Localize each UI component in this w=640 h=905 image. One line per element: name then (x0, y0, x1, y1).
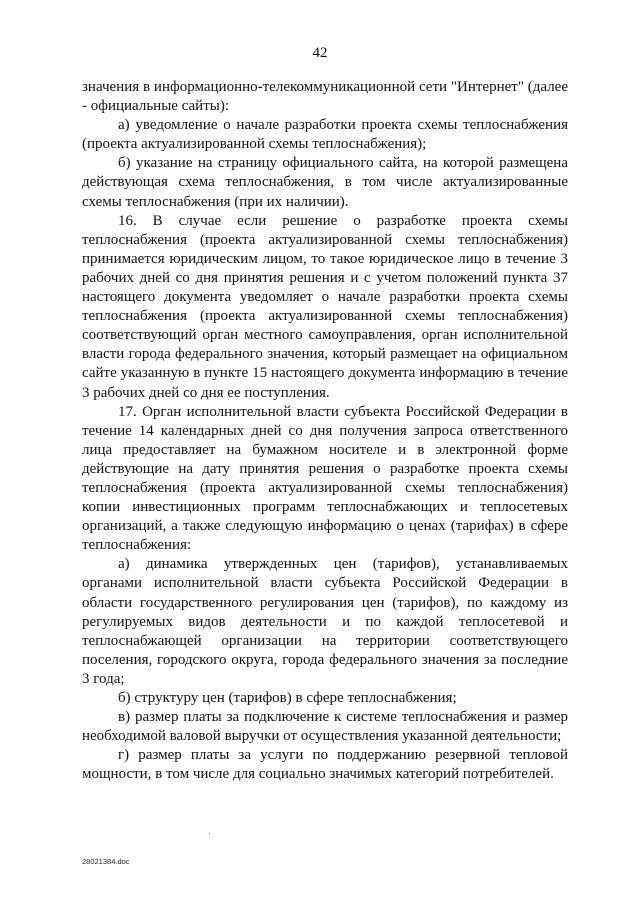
paragraph-item-g-reserve-capacity: г) размер платы за услуги по поддержанию резервной тепловой мощности, в том числе для социально значимых категорий потребителей. (82, 747, 568, 783)
paragraph-clause-16: 16. В случае если решение о разработке проекта схемы теплоснабжения (проекта актуализированной схемы теплоснабжения) принимается юридическим лицом, то такое юридическое лицо в течение 3 рабочих дней со дня принятия решения и с учетом положений пункта 37 настоящего документа уведомляет о начале разработки проекта схемы теплоснабжения (проекта актуализированной схемы теплоснабжения) соответствующий орган местного самоуправления, орган исполнительной власти города федерального значения, который размещает на официальном сайте указанную в пункте 15 настоящего документа информацию в течение 3 рабочих дней со дня ее поступления. (82, 212, 568, 401)
paragraph-item-a-notice: а) уведомление о начале разработки проекта схемы теплоснабжения (проекта актуализированной схемы теплоснабжения); (82, 117, 568, 153)
paragraph-clause-17: 17. Орган исполнительной власти субъекта Российской Федерации в течение 14 календарных дней со дня получения запроса ответственного лица предоставляет на бумажном носителе и в электронной форме действующие на дату принятия решения о разработке проекта схемы теплоснабжения (проекта актуализированной схемы теплоснабжения) копии инвестиционных программ теплоснабжающих и теплосетевых организаций, а также следующую информацию о ценах (тарифах) в сфере теплоснабжения: (82, 403, 568, 554)
paragraph-intro-continuation: значения в информационно-телекоммуникационной сети "Интернет" (далее - официальные сайты): (82, 79, 568, 115)
paragraph-item-b-structure: б) структуру цен (тарифов) в сфере теплоснабжения; (118, 690, 457, 706)
paragraph-item-v-connection-fee: в) размер платы за подключение к системе теплоснабжения и размер необходимой валовой выручки от осуществления указанной деятельности; (82, 709, 568, 745)
scan-speck (209, 833, 210, 834)
paragraph-item-a-dynamics: а) динамика утвержденных цен (тарифов), устанавливаемых органами исполнительной власти субъекта Российской Федерации в области государственного регулирования цен (тарифов), по каждому из регулируемых видов деятельности и по каждой теплосетевой и теплоснабжающей организации на территории соответствующего поселения, городского округа, города федерального значения за последние 3 года; (82, 556, 568, 687)
page-number: 42 (312, 45, 328, 61)
paragraph-item-b-website: б) указание на страницу официального сайта, на которой размещена действующая схема теплоснабжения, в том числе актуализированные схемы теплоснабжения (при их наличии). (82, 155, 568, 210)
document-file-code: 28021384.doc (82, 857, 130, 866)
document-body (82, 78, 568, 784)
